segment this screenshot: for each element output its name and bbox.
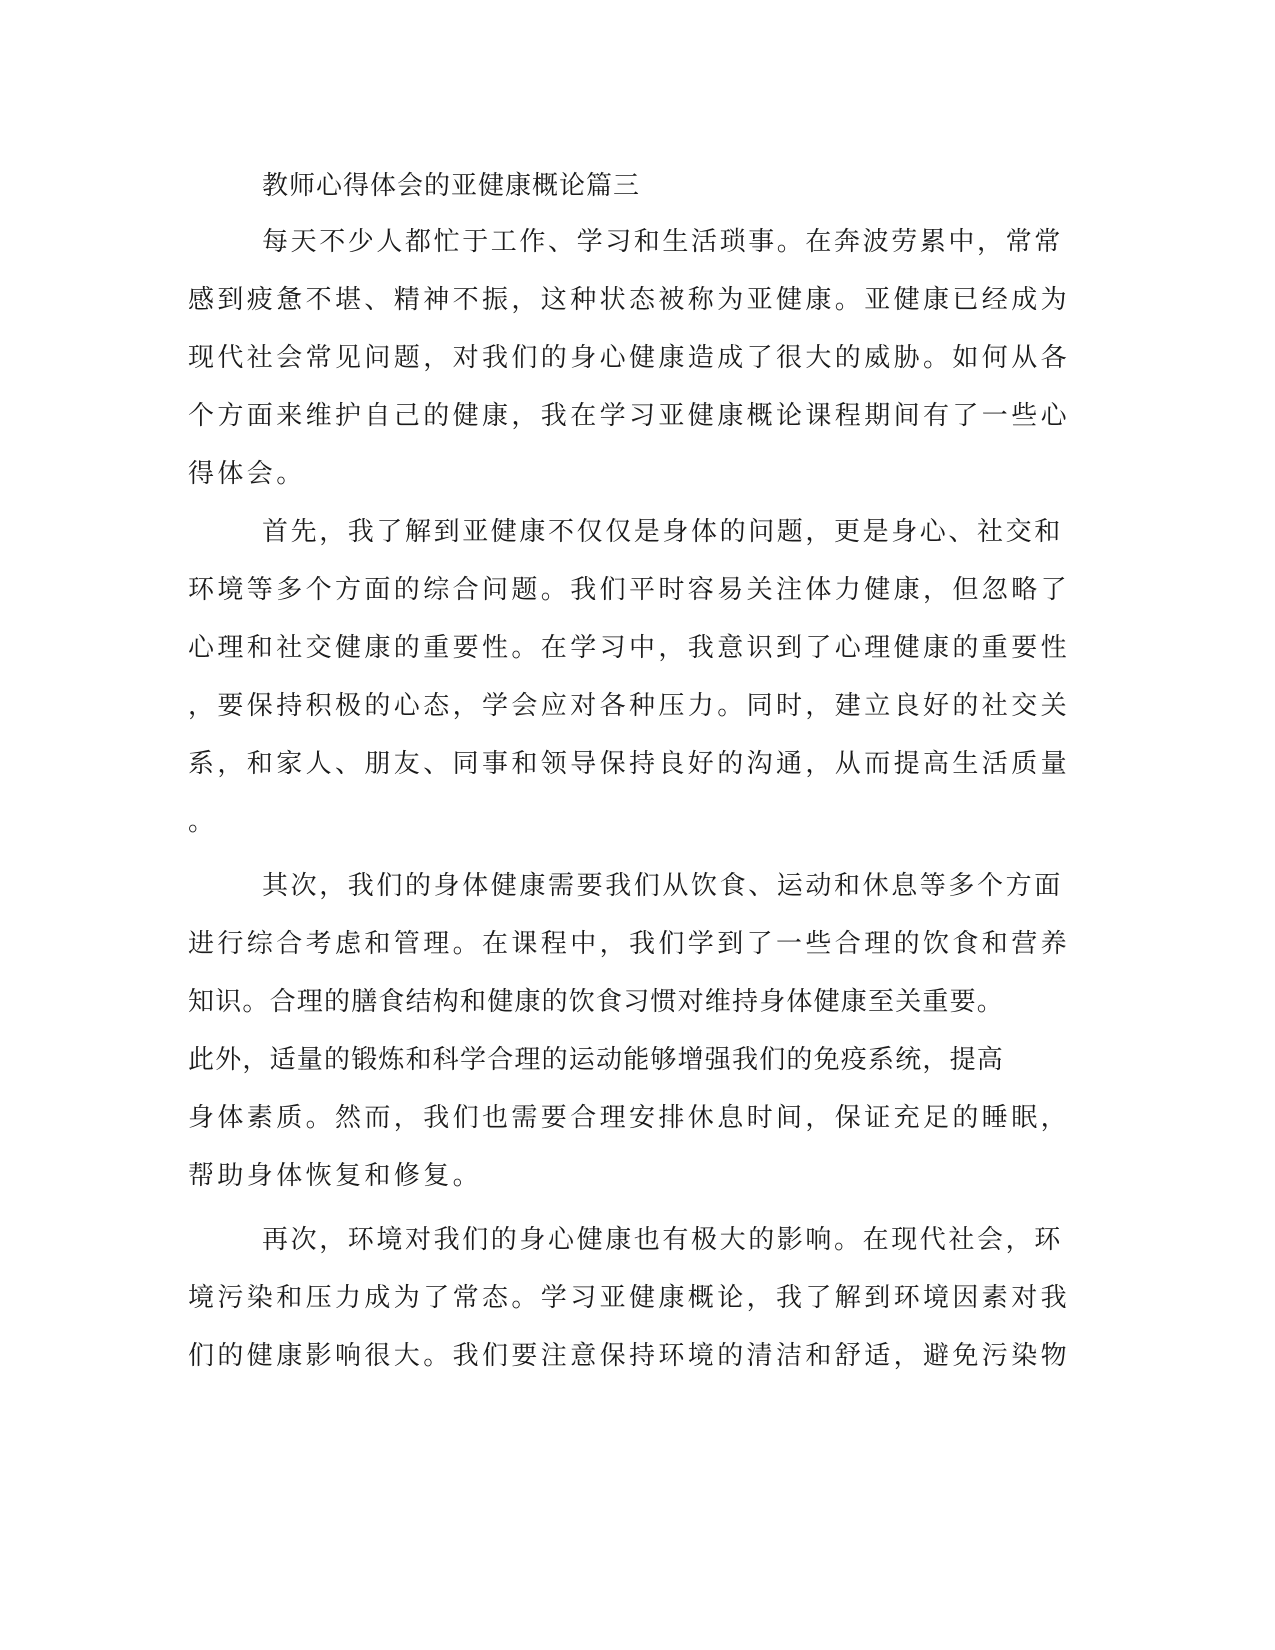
paragraph-line: ，要保持积极的心态，学会应对各种压力。同时，建立良好的社交关 xyxy=(188,691,1071,721)
paragraph-line: 现代社会常见问题，对我们的身心健康造成了很大的威胁。如何从各 xyxy=(188,343,1071,373)
paragraph-line: 帮助身体恢复和修复。 xyxy=(188,1161,483,1191)
paragraph-line: 个方面来维护自己的健康，我在学习亚健康概论课程期间有了一些心 xyxy=(188,401,1071,431)
paragraph-line: 再次，环境对我们的身心健康也有极大的影响。在现代社会，环 xyxy=(262,1225,1063,1255)
paragraph-line: 感到疲惫不堪、精神不振，这种状态被称为亚健康。亚健康已经成为 xyxy=(188,285,1071,315)
paragraph-line: 知识。合理的膳食结构和健康的饮食习惯对维持身体健康至关重要。 xyxy=(188,987,1005,1017)
paragraph-line: 得体会。 xyxy=(188,459,306,489)
paragraph-line: 此外，适量的锻炼和科学合理的运动能够增强我们的免疫系统，提高 xyxy=(188,1045,1005,1075)
paragraph-line: 境污染和压力成为了常态。学习亚健康概论，我了解到环境因素对我 xyxy=(188,1283,1071,1313)
paragraph-line: 首先，我了解到亚健康不仅仅是身体的问题，更是身心、社交和 xyxy=(262,517,1063,547)
paragraph-line: 系，和家人、朋友、同事和领导保持良好的沟通，从而提高生活质量 xyxy=(188,749,1071,779)
paragraph-line: 们的健康影响很大。我们要注意保持环境的清洁和舒适，避免污染物 xyxy=(188,1341,1071,1371)
paragraph-line: 其次，我们的身体健康需要我们从饮食、运动和休息等多个方面 xyxy=(262,871,1063,901)
paragraph-line: 身体素质。然而，我们也需要合理安排休息时间，保证充足的睡眠， xyxy=(188,1103,1071,1133)
paragraph-line: 心理和社交健康的重要性。在学习中，我意识到了心理健康的重要性 xyxy=(188,633,1071,663)
paragraph-line: 每天不少人都忙于工作、学习和生活琐事。在奔波劳累中，常常 xyxy=(262,227,1063,257)
document-title: 教师心得体会的亚健康概论篇三 xyxy=(262,171,641,201)
paragraph-line: 环境等多个方面的综合问题。我们平时容易关注体力健康，但忽略了 xyxy=(188,575,1071,605)
paragraph-line: 进行综合考虑和管理。在课程中，我们学到了一些合理的饮食和营养 xyxy=(188,929,1071,959)
paragraph-line: 。 xyxy=(188,807,215,837)
